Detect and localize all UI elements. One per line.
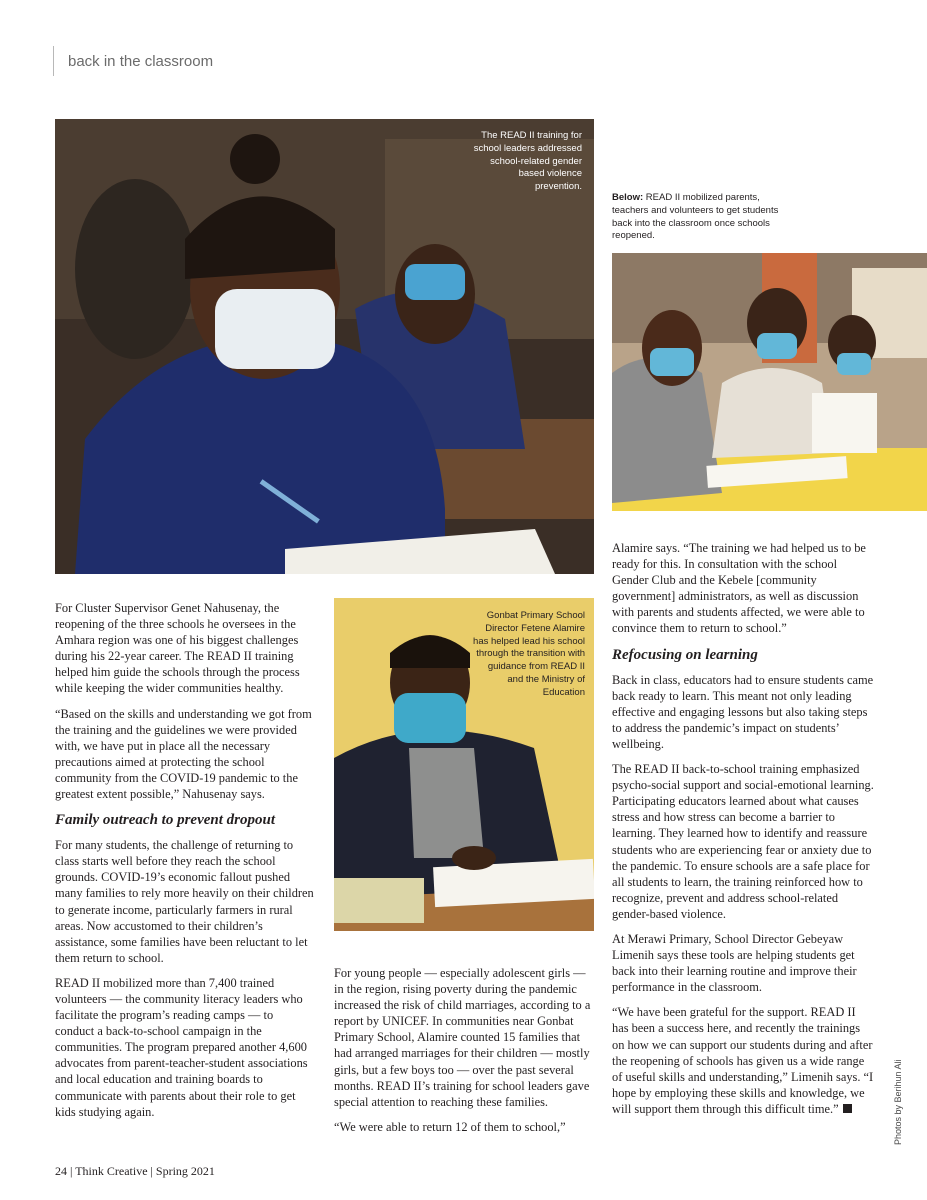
paragraph: “We were able to return 12 of them to school,” (334, 1119, 566, 1134)
article-column-3 (612, 540, 874, 1126)
paragraph-final (612, 1004, 874, 1117)
paragraph: Back in class, educators had to ensure students came back ready to learn. This meant not only leading effective and engaging lessons but also taking steps to address the pandemic’s impact on students’ wellbeing. (612, 672, 874, 751)
parents-photo-illustration (612, 253, 927, 511)
parents-photo (612, 253, 927, 511)
page-number: 24 (55, 1164, 67, 1178)
page-footer (55, 1164, 215, 1179)
header-divider (53, 46, 54, 76)
footer-separator: | (70, 1164, 73, 1178)
article-column-2 (334, 965, 594, 1144)
paragraph-final-text: “We have been grateful for the support. READ II has been a success here, and recently the trainings on how we can support our students during and after the reopening of schools has given us a wide range of useful skills and understanding,” Limenih says. “I hope by employing these skills and knowledge, we will support them through this difficult time.” (612, 1005, 874, 1116)
end-of-article-mark (843, 1104, 852, 1113)
photo-credit: Photos by Berihun Ali (893, 1059, 903, 1145)
caption-below-label: Below: (612, 192, 644, 203)
caption-main-photo: The READ II training for school leaders addressed school-related gender based violence prevention. (473, 130, 582, 193)
paragraph: “Based on the skills and understanding we got from the training and the guidelines we were provided with, we have put in place all the necessary precautions aimed at protecting the school community from the COVID-19 pandemic to the greatest extent possible,” Nahusenay says. (55, 706, 312, 802)
caption-below-text: READ II mobilized parents, teachers and volunteers to get students back into the classroom once schools reopened. (612, 192, 779, 242)
caption-below-photo (612, 192, 780, 243)
paragraph: The READ II back-to-school training emphasized psycho-social support and social-emotional learning. Participating educators learned about what causes stress and how stress can become a barrier to learning. They learned how to identify and reassure students who are experiencing fear or anxiety due to the pandemic. To ensure schools are a safe place for all students to learn, the training reinforced how to recognize, prevent and address school-related gender-based violence. (612, 762, 874, 921)
paragraph: Alamire says. “The training we had helped us to be ready for this. In consultation with the school Gender Club and the Kebele [community government] administrators, as well as discussion with parents and students affected, we were able to convince them to return to school.” (612, 541, 866, 636)
footer-separator: | (150, 1164, 153, 1178)
caption-director-photo: Gonbat Primary School Director Fetene Alamire has helped lead his school through the transition with guidance from READ II and the Ministry of Education (473, 610, 585, 698)
article-column-1 (55, 600, 315, 1129)
paragraph: For Cluster Supervisor Genet Nahusenay, the reopening of the three schools he oversees in the Amhara region was one of his biggest challenges during his 22-year career. The READ II training helped him guide the schools through the process while keeping the wider communities healthy. (55, 601, 300, 696)
magazine-title: Think Creative (75, 1164, 148, 1178)
paragraph: READ II mobilized more than 7,400 trained volunteers — the community literacy leaders who facilitate the program’s reading camps — to conduct a back-to-school campaign in the communities. The program prepared another 4,600 advocates from parent-teacher-student associations and local education and training boards to communicate with parents about their role to get kids studying again. (55, 975, 308, 1119)
paragraph: At Merawi Primary, School Director Gebeyaw Limenih says these tools are helping students get back into their learning routine and improve their performance in the classroom. (612, 931, 857, 995)
paragraph: For many students, the challenge of returning to class starts well before they reach the school grounds. COVID-19’s economic fallout pushed many families to rely more heavily on their children to generate income, particularly farmers in rural areas. Now accustomed to their children’s assistance, some families have been reluctant to let them return to school. (55, 838, 314, 965)
paragraph: For young people — especially adolescent girls — in the region, rising poverty during the pandemic increased the risk of child marriages, according to a report by UNICEF. In communities near Gonbat Primary School, Alamire counted 15 families that had arranged marriages for their children — mostly girls, but a few boys too — over the past several months. READ II’s training for school leaders gave special attention to reaching these families. (334, 966, 591, 1109)
subheading-refocusing: Refocusing on learning (612, 646, 758, 663)
issue-date: Spring 2021 (155, 1164, 215, 1178)
subheading-family-outreach: Family outreach to prevent dropout (55, 812, 276, 829)
section-label: back in the classroom (68, 53, 214, 70)
